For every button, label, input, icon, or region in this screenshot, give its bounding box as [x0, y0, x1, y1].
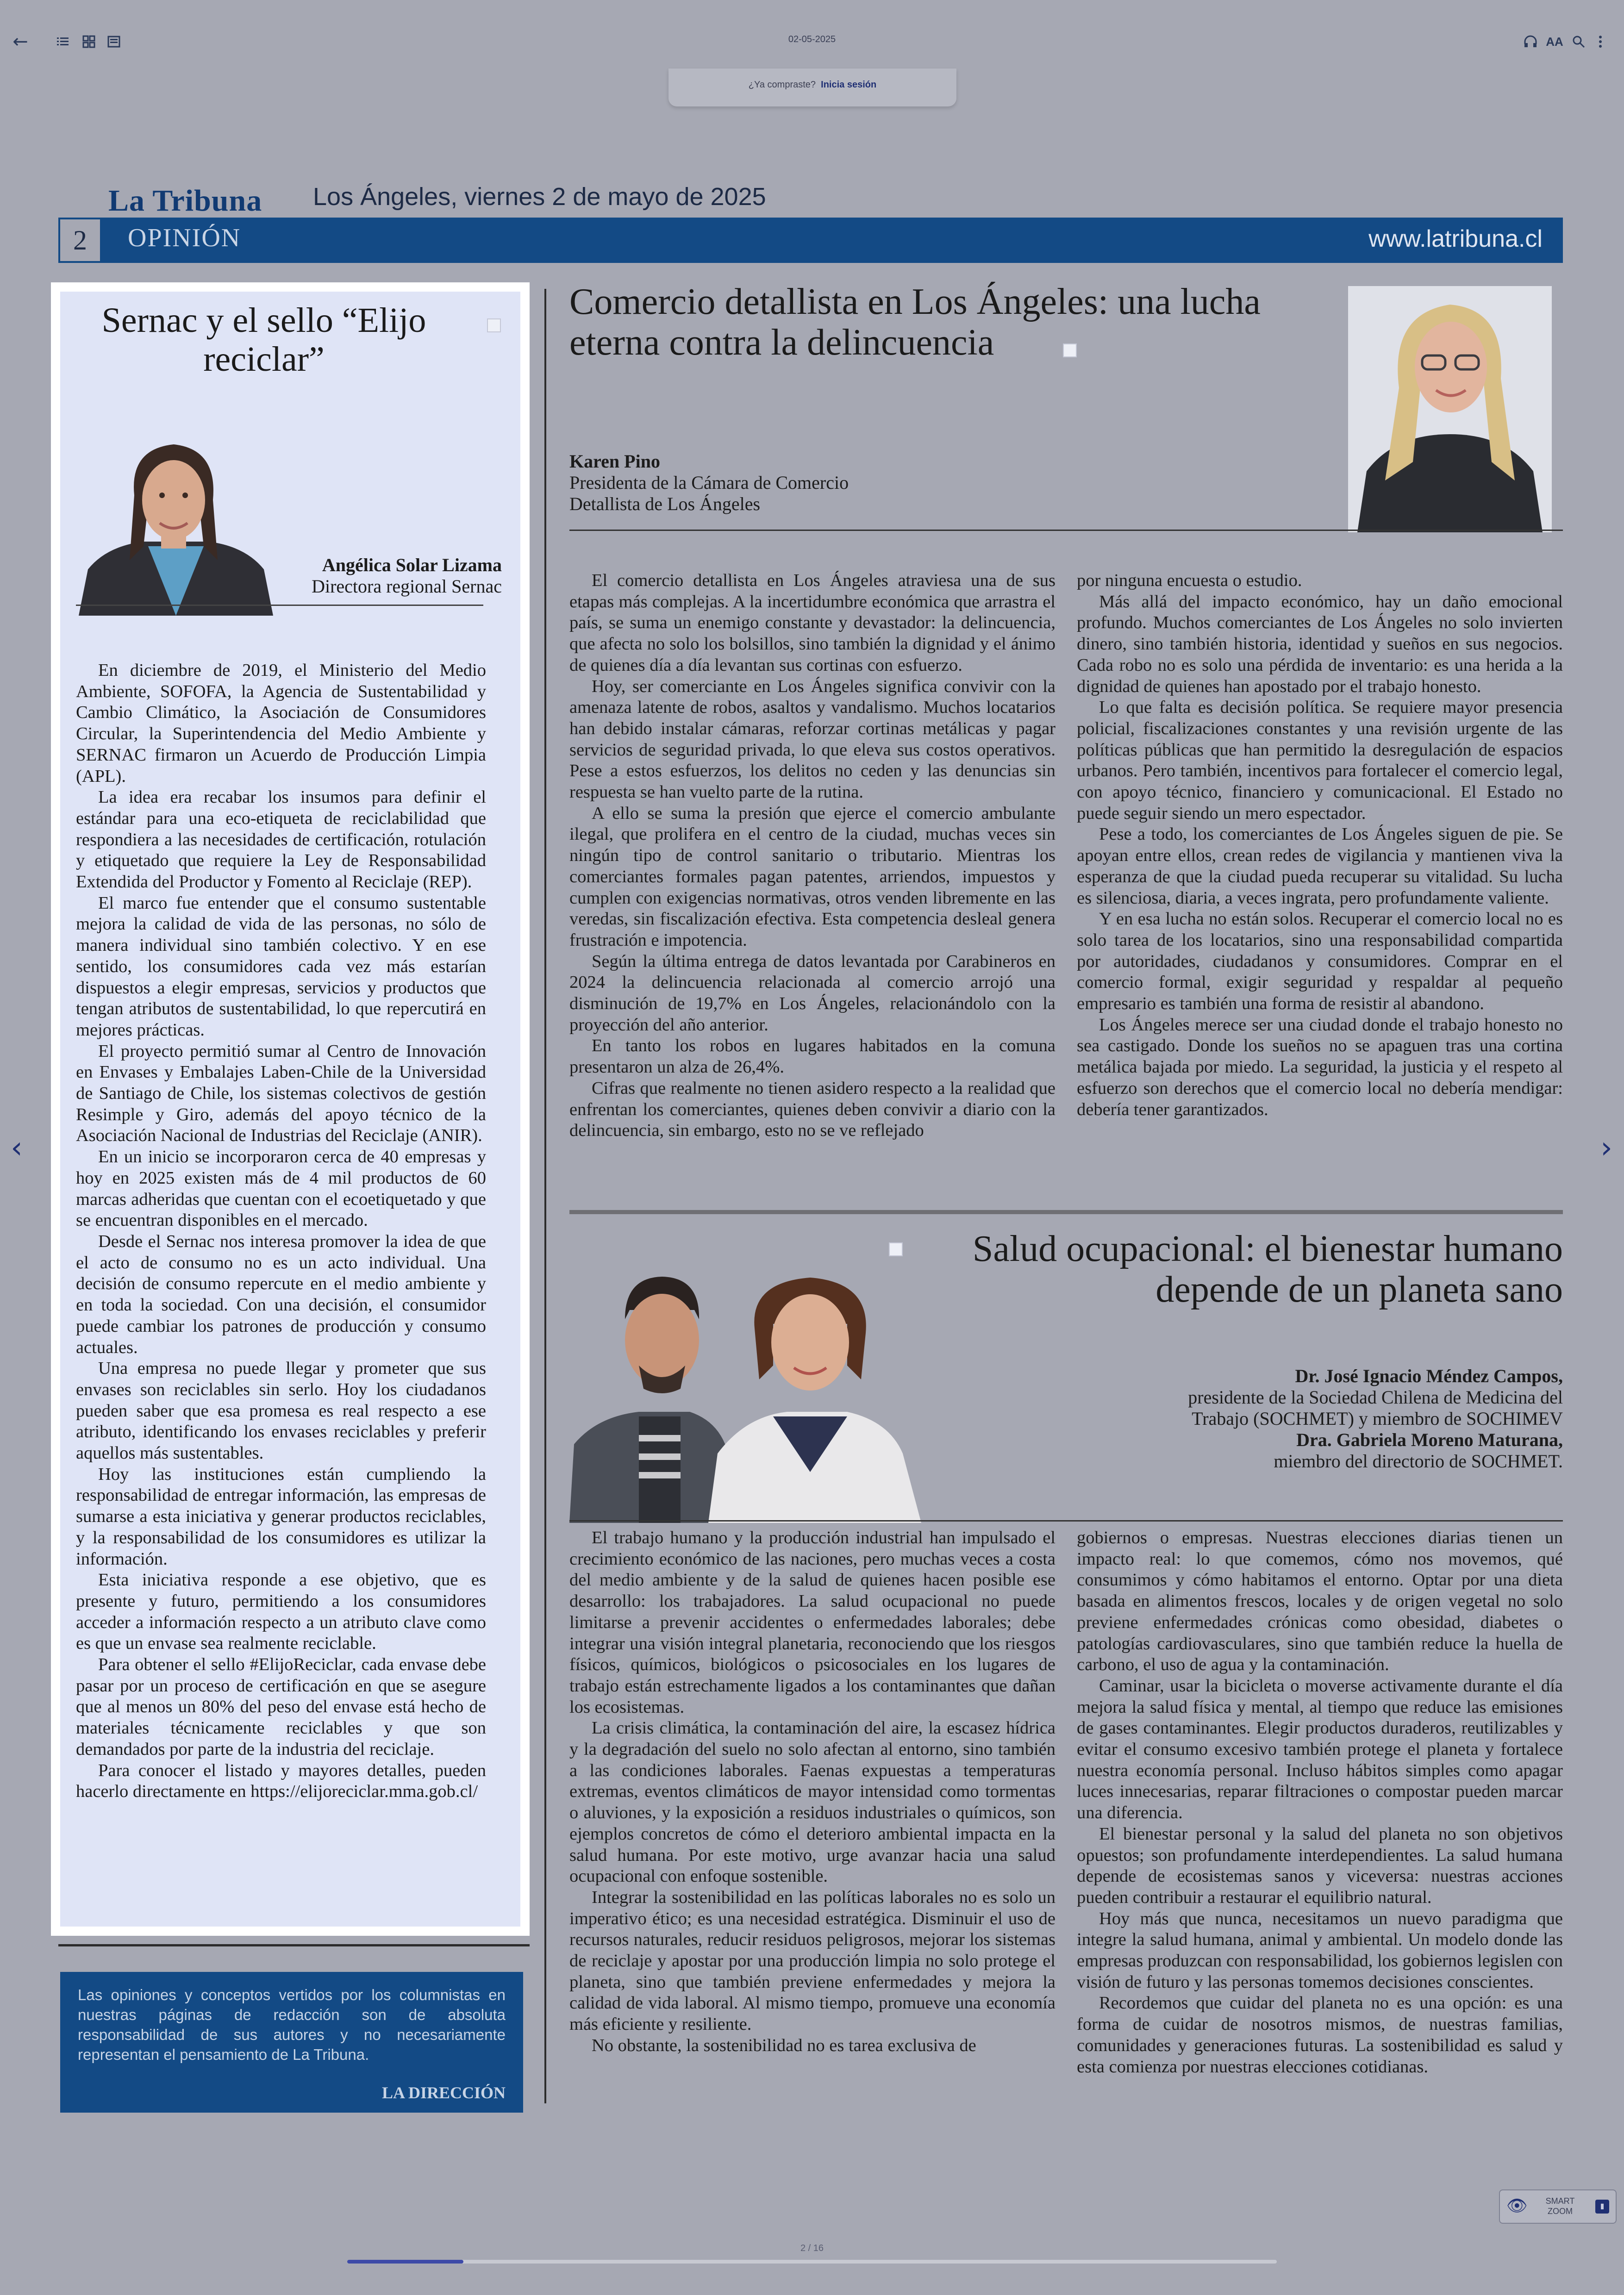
author-photo — [79, 430, 273, 616]
article1-author-name: Karen Pino — [569, 451, 660, 472]
paragraph: Y en esa lucha no están solos. Recuperar el comercio local no es solo tarea de los locatarios, sino una responsabilidad compartida por autoridades, ciudadanos y consumidores. Comprar en el comercio formal, exigir seguridad y respaldar al pequeño empresario es también una forma de resistir al abandono. — [1077, 909, 1563, 1014]
paragraph: Esta iniciativa responde a ese objetivo, que es presente y futuro, permitiendo a los consumidores acceder a información respecto a un atributo clave como es que un envase sea realmente reciclable. — [76, 1570, 486, 1653]
paragraph: El proyecto permitió sumar al Centro de Innovación en Envases y Embalajes Laben-Chile de la Universidad de Santiago de Chile, los sistemas colectivos de gestión Resimple y Giro, además del apoyo técnico de la Asociación Nacional de Industrias del Reciclaje (ANIR). — [76, 1041, 486, 1146]
paragraph: El trabajo humano y la producción industrial han impulsado el crecimiento económico de las naciones, pero muchas veces a costa del medio ambiente y de la salud de quienes hacen posible ese desarrollo: los trabajadores. La salud ocupacional no puede limitarse a prevenir accidentes o enfermedades laborales; debe integrar una visión integral planetaria, reconociendo que los riesgos físicos, químicos, biológicos o psicosociales en los lugares de trabajo están estrechamente ligados a los contaminantes que dañan los ecosistemas. — [569, 1528, 1056, 1717]
paragraph: El bienestar personal y la salud del planeta no son objetivos opuestos; son profundamente interdependientes. La salud humana depende de ecosistemas sanos y viceversa: nuestras acciones pueden contribuir a restaurar el equilibrio natural. — [1077, 1824, 1563, 1907]
toggle-switch-icon[interactable]: ▮ — [1595, 2200, 1609, 2214]
page-number: 2 — [60, 219, 100, 261]
bookmark-tag-icon[interactable] — [487, 318, 501, 332]
article2-author-name: Dra. Gabriela Moreno Maturana, — [1296, 1429, 1563, 1450]
paragraph: Caminar, usar la bicicleta o moverse activamente durante el día mejora la salud física y mental, al tiempo que reduce las emisiones de gases contaminantes. Elegir productos duraderos, reutilizables y evitar el consumo excesivo también protege el planeta y fortalece nuestra economía personal. Incluso hábitos simples como apagar luces innecesarias, reparar filtraciones o compostar pueden marcar una diferencia. — [1077, 1676, 1563, 1823]
article1-author-role: Presidenta de la Cámara de Comercio — [569, 472, 849, 493]
left-author-byline — [312, 555, 502, 597]
paragraph: Hoy más que nunca, necesitamos un nuevo paradigma que integre la salud humana, animal y ambiental. Un modelo donde las empresas produzcan con responsabilidad, los gobiernos legislen con visión de futuro y las personas tomemos decisiones conscientes. — [1077, 1908, 1563, 1992]
paragraph: La crisis climática, la contaminación del aire, la escasez hídrica y la degradación del suelo no solo afectan al entorno, sino también a las condiciones laborales. Faenas expuestas a temperaturas extremas, eventos climáticos de mayor intensidad como tormentas o aluviones, y la exposición a residuos industriales o químicos, son ejemplos concretos de cómo el deterioro ambiental impacta en la salud humana. Por este motivo, urge avanzar hacia una salud ocupacional con enfoque sostenible. — [569, 1718, 1056, 1886]
paragraph: La idea era recabar los insumos para definir el estándar para una eco-etiqueta de reciclabilidad que respondiera a las necesidades de certificación, rotulación y etiquetado que requiere la Ley de Responsabilidad Extendida del Productor y Fomento al Reciclaje (REP). — [76, 787, 486, 892]
newspaper-page — [44, 167, 1580, 2148]
column-divider — [544, 289, 546, 2103]
smart-zoom-line: SMART — [1545, 2196, 1575, 2206]
smart-zoom-line: ZOOM — [1548, 2207, 1573, 2216]
section-name: OPINIÓN — [128, 224, 241, 252]
paragraph: gobiernos o empresas. Nuestras elecciones diarias tienen un impacto real: lo que comemos, cómo nos movemos, qué consumimos y cómo habitamos el entorno. Optar por una dieta basada en alimentos frescos, locales y de origen vegetal no solo previene enfermedades crónicas como obesidad, diabetes o patologías cardiovasculares, sino que también reduce la huella de carbono, el uso de agua y la contaminación. — [1077, 1528, 1563, 1675]
article1-title[interactable]: Comercio detallista en Los Ángeles: una lucha eterna contra la delincuencia — [569, 281, 1261, 363]
paragraph: Para obtener el sello #ElijoReciclar, cada envase debe pasar por un proceso de certificación en que se asegure que al menos un 80% del peso del envase está hecho de materiales técnicamente reciclables y que son demandados por parte de la industria del reciclaje. — [76, 1655, 486, 1759]
article2-byline — [1188, 1366, 1563, 1472]
page-progress-bar[interactable] — [347, 2260, 1277, 2264]
article2-author-role: Trabajo (SOCHMET) y miembro de SOCHIMEV — [1192, 1408, 1563, 1429]
login-question: ¿Ya compraste? — [748, 80, 816, 90]
bookmark-tag-icon[interactable] — [1063, 343, 1077, 357]
smart-zoom-label — [1537, 2196, 1583, 2216]
article2-author-role: miembro del directorio de SOCHMET. — [1274, 1451, 1563, 1472]
article1-author-role: Detallista de Los Ángeles — [569, 493, 761, 514]
login-link[interactable]: Inicia sesión — [821, 80, 877, 90]
text-size-icon[interactable]: AA — [1546, 35, 1563, 49]
divider — [569, 530, 1563, 531]
paragraph: Recordemos que cuidar del planeta no es una opción: es una forma de cuidar de nosotros mismos, de nuestras familias, comunidades y generaciones futuras. La sostenibilidad es salud y esta comienza por nuestras elecciones cotidianas. — [1077, 1993, 1563, 2077]
paragraph: Pese a todo, los comerciantes de Los Ángeles siguen de pie. Se apoyan entre ellos, crean redes de vigilancia y mantienen viva la esperanza de que la ciudad pueda recuperar su vitalidad. Su lucha es silenciosa, diaria, a veces ingrata, pero profundamente valiente. — [1077, 824, 1563, 908]
paragraph: El comercio detallista en Los Ángeles atraviesa una de sus etapas más complejas. A la incertidumbre económica que arrastra el país, se suma un enemigo constante y devastador: la delincuencia, que afecta no solo los bolsillos, sino también la dignidad y el ánimo de quienes día a día levantan sus cortinas con esfuerzo. — [569, 571, 1056, 675]
paragraph: A ello se suma la presión que ejerce el comercio ambulante ilegal, que prolifera en el centro de la ciudad, muchas veces sin ningún tipo de control sanitario o tributario. Mientras los comerciantes formales pagan patentes, arriendos, impuestos y cumplen con exigencias normativas, otros venden libremente en las veredas, sin fiscalización efectiva. Esta competencia desleal genera frustración e impotencia. — [569, 803, 1056, 950]
issue-date: 02-05-2025 — [788, 34, 836, 44]
newspaper-logo: La Tribuna — [108, 184, 262, 218]
article2-title-line: depende de un planeta sano — [1156, 1269, 1563, 1310]
left-article-title: Sernac y el sello “Elijo reciclar” — [101, 301, 426, 379]
paragraph: En tanto los robos en lugares habitados en la comuna presentaron un alza de 26,4%. — [569, 1036, 1056, 1077]
headphones-icon[interactable] — [1521, 31, 1540, 53]
article2-author-role: presidente de la Sociedad Chilena de Medicina del — [1188, 1387, 1563, 1408]
section-header-bar — [58, 218, 1563, 263]
left-author-role: Directora regional Sernac — [312, 576, 502, 597]
article1-column-2 — [1077, 570, 1563, 1120]
divider — [76, 605, 483, 606]
paragraph: Hoy las instituciones están cumpliendo la responsabilidad de entregar información, las empresas de sumarse a esta iniciativa y generar productos reciclables, y la responsabilidad de los consumidores es utilizar la información. — [76, 1464, 486, 1569]
paragraph: Cifras que realmente no tienen asidero respecto a la realidad que enfrentan los comerciantes, quienes deben convivir a diario con la delincuencia, sin embargo, esto no se ve reflejado — [569, 1078, 1056, 1141]
article-separator — [569, 1210, 1563, 1214]
article2-column-2 — [1077, 1528, 1563, 2077]
editorial-disclaimer — [60, 1972, 523, 2113]
paragraph: No obstante, la sostenibilidad no es tarea exclusiva de — [592, 2035, 976, 2055]
page-indicator: 2 / 16 — [800, 2243, 824, 2253]
left-author-name: Angélica Solar Lizama — [322, 555, 502, 575]
left-article-body — [76, 660, 486, 1802]
article1-byline — [569, 451, 849, 515]
paragraph: El marco fue entender que el consumo sustentable mejora la calidad de vida de las personas, no sólo de manera individual sino también colectivo. Y en ese sentido, los consumidores cada vez más estarían dispuestos a elegir empresas, servicios y productos que tengan atributos de sustentabilidad, lo que repercutirá en mejores prácticas. — [76, 893, 486, 1040]
chevron-right-icon[interactable]: › — [1600, 1131, 1612, 1165]
disclaimer-text: Las opiniones y conceptos vertidos por los columnistas en nuestras páginas de redacción son de absoluta responsabilidad de sus autores y no necesariamente representan el pensamiento de La Tribuna. — [78, 1986, 506, 2063]
article2-column-1 — [569, 1528, 1056, 2057]
paragraph: Según la última entrega de datos levantada por Carabineros en 2024 la delincuencia relacionada al comercio arrojó una disminución de 19,7% en Los Ángeles, relacionándolo con la proyección del año anterior. — [569, 951, 1056, 1035]
login-prompt — [668, 69, 956, 106]
article2-title-line: Salud ocupacional: el bienestar humano — [972, 1229, 1563, 1269]
left-column-article[interactable] — [51, 282, 530, 1936]
divider — [58, 1944, 530, 1946]
paragraph: Para conocer el listado y mayores detalles, pueden hacerlo directamente en https://elijoreciclar.mma.gob.cl/ — [76, 1760, 486, 1802]
page-progress-fill — [347, 2260, 463, 2264]
paragraph: Integrar la sostenibilidad en las políticas laborales no es solo un imperativo ético; es una necesidad estratégica. Disminuir el uso de recursos naturales, reducir residuos peligrosos, mejorar los sistemas de reciclaje y apostar por una producción limpia no solo protege el planeta, sino que también previene enfermedades y mejora la calidad de vida laboral. Al mismo tiempo, promueve una economía más eficiente y resiliente. — [569, 1887, 1056, 2034]
paragraph: En diciembre de 2019, el Ministerio del Medio Ambiente, SOFOFA, la Agencia de Sustentabilidad y Cambio Climático, la Asociación de Consumidores Circular, la Superintendencia del Medio Ambiente y SERNAC firmaron un Acuerdo de Producción Limpia (APL). — [76, 661, 486, 786]
paragraph: Desde el Sernac nos interesa promover la idea de que el acto de consumo no es un acto individual. Una decisión de consumo repercute en el medio ambiente y en toda la sociedad. Con una decisión, el consumidor puede cambiar los patrones de producción y consumo actuales. — [76, 1231, 486, 1357]
website-url: www.latribuna.cl — [1368, 225, 1543, 252]
paragraph: Los Ángeles merece ser una ciudad donde el trabajo honesto no sea castigado. Donde los sueños no se apaguen tras una cortina metálica bajada por miedo. La seguridad, la justicia y el respeto al esfuerzo son derechos que el comercio local no debería mendigar: debería tener garantizados. — [1077, 1015, 1563, 1119]
article1-author-photo — [1348, 286, 1552, 532]
article2-author-name: Dr. José Ignacio Méndez Campos, — [1295, 1366, 1563, 1386]
article2-authors-photo — [569, 1250, 938, 1523]
paragraph: Lo que falta es decisión política. Se requiere mayor presencia policial, fiscalizaciones constantes y una revisión urgente de las políticas públicas que han permitido la desregulación de espacios urbanos. Pero también, incentivos para fortalecer el comercio legal, con apoyo técnico, financiero y comunicacional. El Estado no puede seguir siendo un mero espectador. — [1077, 698, 1563, 823]
more-vertical-icon[interactable] — [1593, 31, 1607, 53]
article1-column-1 — [569, 570, 1056, 1141]
paragraph: En un inicio se incorporaron cerca de 40 empresas y hoy en 2025 existen más de 4 mil productos de 60 marcas adheridas que cuentan con el ecoetiquetado y que se encuentran disponibles en el mercado. — [76, 1147, 486, 1230]
disclaimer-signature: LA DIRECCIÓN — [381, 2083, 506, 2102]
chevron-left-icon[interactable]: ‹ — [11, 1131, 23, 1165]
divider — [569, 1520, 1563, 1522]
eye-icon: 👁 — [1506, 2196, 1528, 2215]
paragraph: por ninguna encuesta o estudio. — [1077, 571, 1302, 590]
smart-zoom-toggle[interactable] — [1499, 2189, 1617, 2224]
dateline: Los Ángeles, viernes 2 de mayo de 2025 — [313, 183, 766, 211]
arrow-left-icon[interactable]: ← — [12, 31, 28, 52]
search-icon[interactable] — [1569, 31, 1588, 53]
paragraph: Más allá del impacto económico, hay un daño emocional profundo. Muchos comerciantes de Los Ángeles no solo invierten dinero, sino también historia, identidad y sueños en sus negocios. Cada robo no es solo una pérdida de inventario: es una herida a la dignidad de quienes han apostado por el trabajo honesto. — [1077, 592, 1563, 696]
paragraph: Hoy, ser comerciante en Los Ángeles significa convivir con la amenaza latente de robos, asaltos y vandalismo. Muchos locatarios han debido instalar cámaras, reforzar cortinas metálicas y pagar servicios de seguridad privada, lo que eleva sus costos operativos. Pese a estos esfuerzos, los delitos no ceden y las denuncias sin respuesta se han vuelto parte de la rutina. — [569, 676, 1056, 802]
paragraph: Una empresa no puede llegar y prometer que sus envases son reciclables sin serlo. Hoy los ciudadanos pueden saber que esa promesa es real respecto a ese atributo, identificando los envases reciclables y preferir aquellos más sustentables. — [76, 1359, 486, 1463]
article2-title[interactable] — [915, 1229, 1563, 1310]
